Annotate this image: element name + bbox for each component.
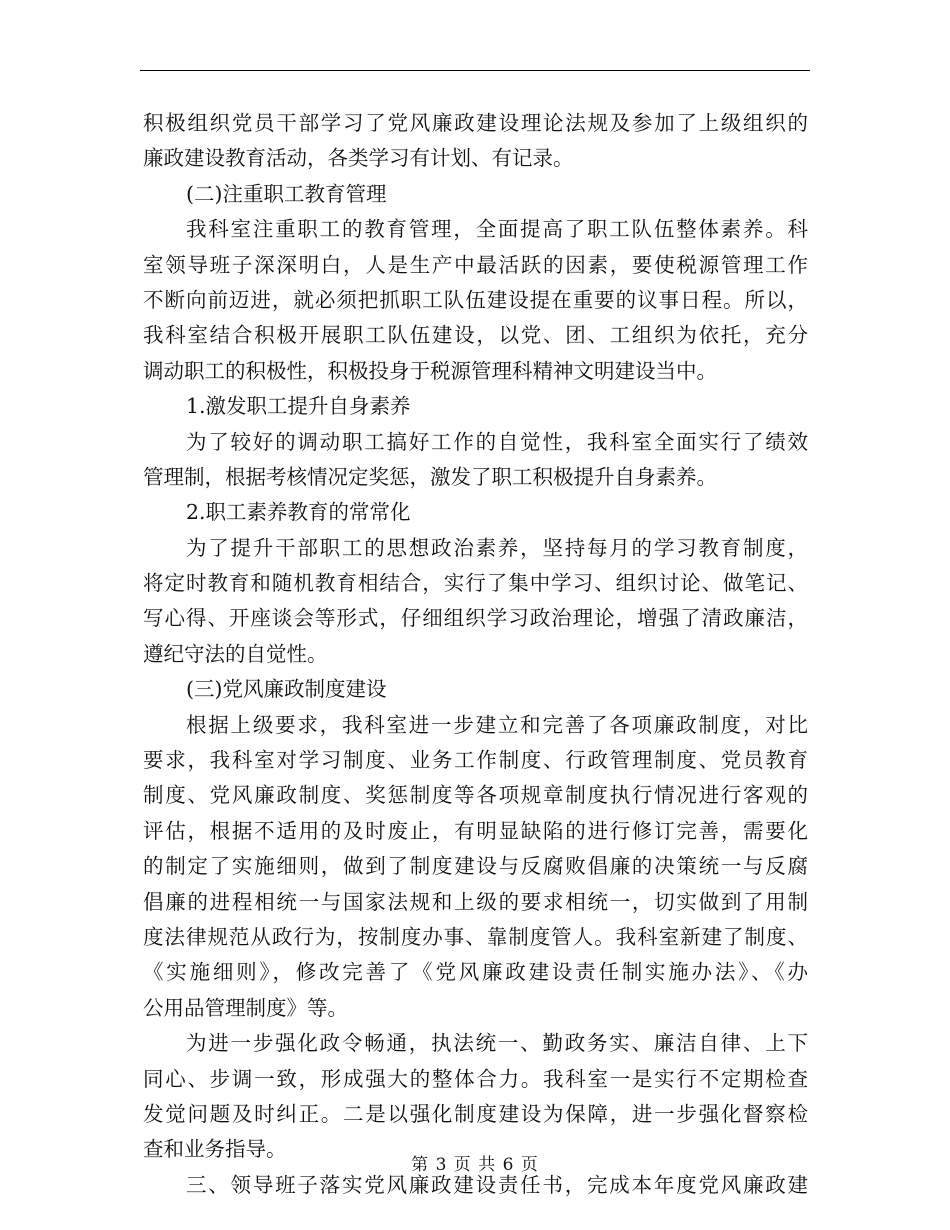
section-heading: (二)注重职工教育管理 (186, 181, 387, 206)
text-line: 我科室注重职工的教育管理，全面提高了职工队伍整体素养。科 (186, 217, 808, 242)
text-line: 遵纪守法的自觉性。 (143, 641, 328, 666)
text-line: 不断向前迈进，就必须把抓职工队伍建设提在重要的议事日程。所以， (143, 287, 808, 312)
text-line: 倡廉的进程相统一与国家法规和上级的要求相统一，切实做到了用制 (143, 889, 808, 914)
text-line: 室领导班子深深明白，人是生产中最活跃的因素，要使税源管理工作 (143, 252, 808, 277)
text-line: 评估，根据不适用的及时废止，有明显缺陷的进行修订完善，需要化 (143, 818, 808, 843)
page-number: 第 3 页 共 6 页 (411, 1155, 539, 1175)
text-line: 将定时教育和随机教育相结合，实行了集中学习、组织讨论、做笔记、 (143, 571, 808, 596)
text-line: 积极组织党员干部学习了党风廉政建设理论法规及参加了上级组织的 (143, 111, 808, 135)
text-line: 调动职工的积极性，积极投身于税源管理科精神文明建设当中。 (143, 358, 717, 383)
text-line: 我科室结合积极开展职工队伍建设，以党、团、工组织为依托，充分 (143, 323, 808, 348)
text-line: 为了提升干部职工的思想政治素养，坚持每月的学习教育制度， (186, 535, 808, 560)
text-line: 廉政建设教育活动，各类学习有计划、有记录。 (143, 146, 574, 171)
text-line: 度法律规范从政行为，按制度办事、靠制度管人。我科室新建了制度、 (143, 924, 808, 949)
text-line: 发觉问题及时纠正。二是以强化制度建设为保障，进一步强化督察检 (143, 1101, 808, 1126)
text-line: 为了较好的调动职工搞好工作的自觉性，我科室全面实行了绩效 (186, 429, 808, 454)
text-line: 制度、党风廉政制度、奖惩制度等各项规章制度执行情况进行客观的 (143, 783, 808, 808)
document-body (143, 106, 808, 1203)
section-heading: (三)党风廉政制度建设 (186, 677, 387, 702)
text-line: 查和业务指导。 (143, 1137, 287, 1162)
section-heading: 三、领导班子落实党风廉政建设责任书，完成本年度党风廉政建 (186, 1172, 808, 1197)
text-line: 管理制，根据考核情况定奖惩，激发了职工积极提升自身素养。 (143, 464, 717, 489)
text-line: 同心、步调一致，形成强大的整体合力。我科室一是实行不定期检查 (143, 1066, 808, 1091)
text-line: 公用品管理制度》等。 (143, 995, 348, 1020)
header-rule (140, 70, 810, 71)
section-heading: 2.职工素养教育的常常化 (186, 500, 411, 525)
section-heading: 1.激发职工提升自身素养 (186, 394, 411, 419)
text-line: 要求，我科室对学习制度、业务工作制度、行政管理制度、党员教育 (143, 748, 808, 773)
text-line: 的制定了实施细则，做到了制度建设与反腐败倡廉的决策统一与反腐 (143, 854, 808, 879)
text-line: 《实施细则》，修改完善了《党风廉政建设责任制实施办法》、《办 (143, 960, 808, 985)
text-line: 为进一步强化政令畅通，执法统一、勤政务实、廉洁自律、上下 (186, 1031, 808, 1056)
text-line: 根据上级要求，我科室进一步建立和完善了各项廉政制度，对比 (186, 712, 808, 737)
text-line: 写心得、开座谈会等形式，仔细组织学习政治理论，增强了清政廉洁， (143, 606, 808, 631)
